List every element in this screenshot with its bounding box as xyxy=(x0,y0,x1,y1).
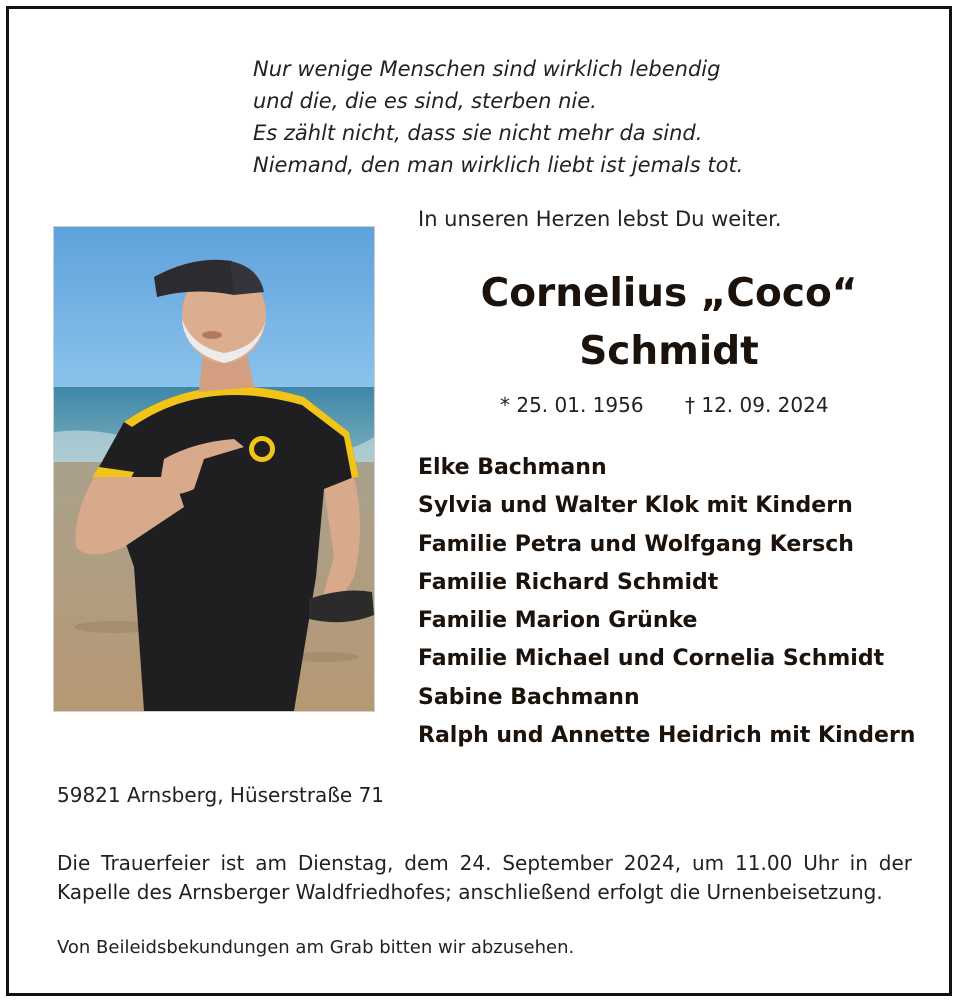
mourner-name: Familie Marion Grünke xyxy=(418,608,698,634)
poem-line: Niemand, den man wirklich liebt ist jemals tot. xyxy=(253,153,744,177)
mourner-name: Familie Michael und Cornelia Schmidt xyxy=(418,646,885,672)
mourner-name: Elke Bachmann xyxy=(418,455,607,480)
poem xyxy=(253,53,743,181)
mourners-list xyxy=(418,449,915,755)
portrait-photo xyxy=(53,226,375,712)
birth-date: * 25. 01. 1956 xyxy=(500,393,644,417)
mourner-name: Ralph und Annette Heidrich mit Kindern xyxy=(418,723,916,749)
ceremony-details: Die Trauerfeier ist am Dienstag, dem 24. September 2024, um 11.00 Uhr in der Kapelle des Arnsberger Waldfriedhofes; anschließend erfolgt die Urnenbeisetzung. xyxy=(57,851,912,904)
mourner-name: Familie Richard Schmidt xyxy=(418,569,719,595)
deceased-last-name: Schmidt xyxy=(579,329,759,374)
mourner-name: Sylvia und Walter Klok mit Kindern xyxy=(418,493,853,519)
condolence-note: Von Beileidsbekundungen am Grab bitten wir abzusehen. xyxy=(57,937,575,958)
subtitle: In unseren Herzen lebst Du weiter. xyxy=(418,207,782,231)
address: 59821 Arnsberg, Hüserstraße 71 xyxy=(57,783,385,807)
death-date: † 12. 09. 2024 xyxy=(685,393,829,417)
poem-line: Es zählt nicht, dass sie nicht mehr da sind. xyxy=(253,121,703,145)
poem-line: Nur wenige Menschen sind wirklich lebendig xyxy=(253,57,721,81)
poem-line: und die, die es sind, sterben nie. xyxy=(253,89,597,113)
mourner-name: Sabine Bachmann xyxy=(418,684,640,710)
obituary-card xyxy=(6,6,952,996)
deceased-first-name: Cornelius „Coco“ xyxy=(480,271,858,316)
mourner-name: Familie Petra und Wolfgang Kersch xyxy=(418,531,854,557)
